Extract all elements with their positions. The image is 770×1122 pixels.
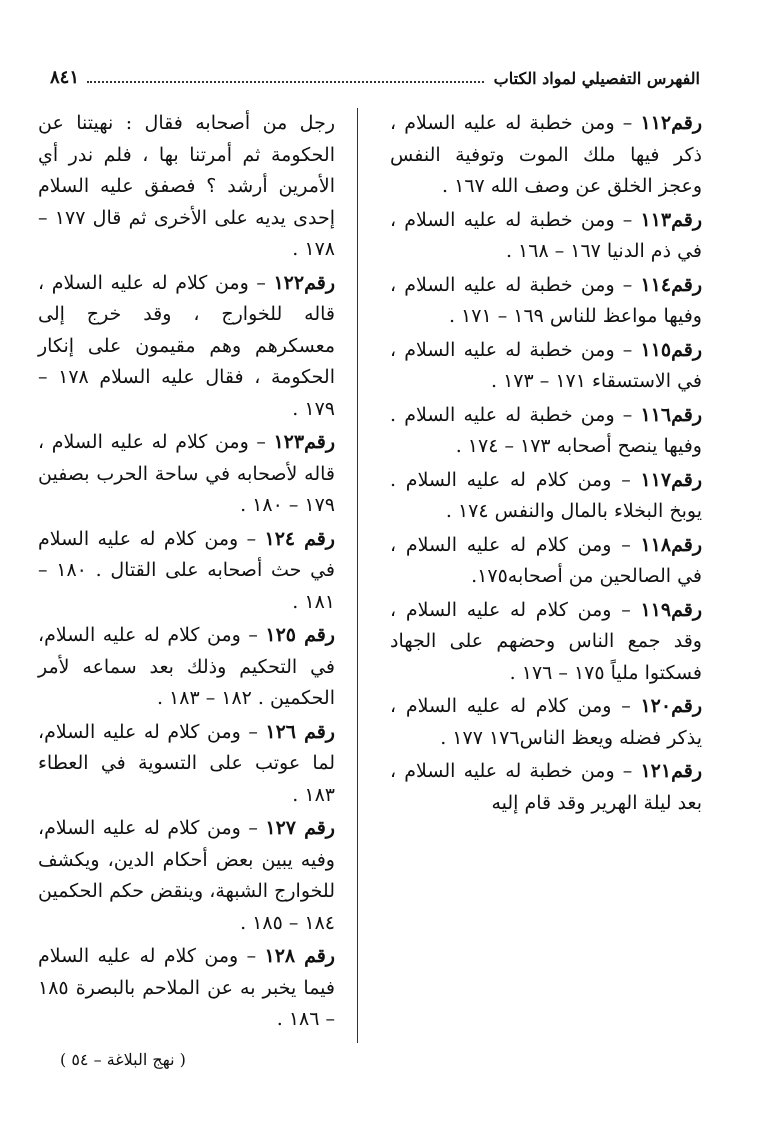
index-entry: رقم ١٢٥ – ومن كلام له عليه السلام، في التحكيم وذلك بعد سماعه لأمر الحكمين . ١٨٢ – ١٨٣ . (38, 624, 335, 709)
index-entry: رقم١١٥ – ومن خطبة له عليه السلام ، في الاستسقاء ١٧١ – ١٧٣ . (390, 338, 702, 392)
index-entry: رقم ١٢٧ – ومن كلام له عليه السلام، وفيه يبين بعض أحكام الدين، ويكشف للخوارج الشبهة، وينقض حكم الحكمين ١٨٤ – ١٨٥ . (38, 817, 335, 934)
index-entry: رقم١٢١ – ومن خطبة له عليه السلام ، بعد ليلة الهرير وقد قام إليه (390, 760, 702, 814)
running-title: الفهرس التفصيلي لمواد الكتاب (493, 69, 700, 88)
index-entry: رقم ١٢٦ – ومن كلام له عليه السلام، لما عوتب على التسوية في العطاء ١٨٣ . (38, 720, 335, 806)
index-entry: رقم ١٢٤ – ومن كلام له عليه السلام في حث أصحابه على القتال . ١٨٠ – ١٨١ . (38, 527, 335, 613)
index-entry: رقم١١٣ – ومن خطبة له عليه السلام ، في ذم الدنيا ١٦٧ – ١٦٨ . (390, 208, 702, 262)
index-entry: رقم١٢٢ – ومن كلام له عليه السلام ، قاله للخوارج ، وقد خرج إلى معسكرهم وهم مقيمون على إنكار الحكومة ، فقال عليه السلام ١٧٨ – ١٧٩ . (38, 271, 335, 420)
index-entry: رقم١١٨ – ومن كلام له عليه السلام ، في الصالحين من أصحابه١٧٥. (390, 533, 702, 587)
index-entry: رقم١٢٠ – ومن كلام له عليه السلام ، يذكر فضله ويعظ الناس١٧٦ ١٧٧ . (390, 695, 702, 749)
header-dotted-leader (87, 80, 484, 83)
page-footer: ( نهج البلاغة – ٥٤ ) (60, 1050, 186, 1069)
index-entry: رقم١١٩ – ومن كلام له عليه السلام ، وقد جمع الناس وحضهم على الجهاد فسكتوا ملياً ١٧٥ – ١٧٦ . (390, 598, 702, 684)
index-entry: رقم١١٦ – ومن خطبة له عليه السلام . وفيها ينصح أصحابه ١٧٣ – ١٧٤ . (390, 403, 702, 457)
index-entry-continued: رجل من أصحابه فقال : نهيتنا عن الحكومة ثم أمرتنا بها ، فلم ندر أي الأمرين أرشد ؟ فصفق عليه السلام إحدى يديه على الأخرى ثم قال ١٧٧ – ١٧٨ . (38, 112, 335, 260)
index-entry: رقم ١٢٨ – ومن كلام له عليه السلام فيما يخبر به عن الملاحم بالبصرة ١٨٥ – ١٨٦ . (38, 945, 335, 1030)
page-header (50, 58, 700, 88)
index-columns (30, 108, 702, 1043)
right-column (382, 108, 702, 1043)
index-entry: رقم١٢٣ – ومن كلام له عليه السلام ، قاله لأصحابه في ساحة الحرب بصفين ١٧٩ – ١٨٠ . (38, 431, 335, 516)
left-column (38, 108, 358, 1043)
page-number: ٨٤١ (50, 67, 80, 88)
index-entry: رقم١١٢ – ومن خطبة له عليه السلام ، ذكر فيها ملك الموت وتوفية النفس وعجز الخلق عن وصف الله ١٦٧ . (390, 112, 702, 197)
index-entry: رقم١١٧ – ومن كلام له عليه السلام . يوبخ البخلاء بالمال والنفس ١٧٤ . (390, 468, 702, 522)
index-entry: رقم١١٤ – ومن خطبة له عليه السلام ، وفيها مواعظ للناس ١٦٩ – ١٧١ . (390, 273, 702, 327)
